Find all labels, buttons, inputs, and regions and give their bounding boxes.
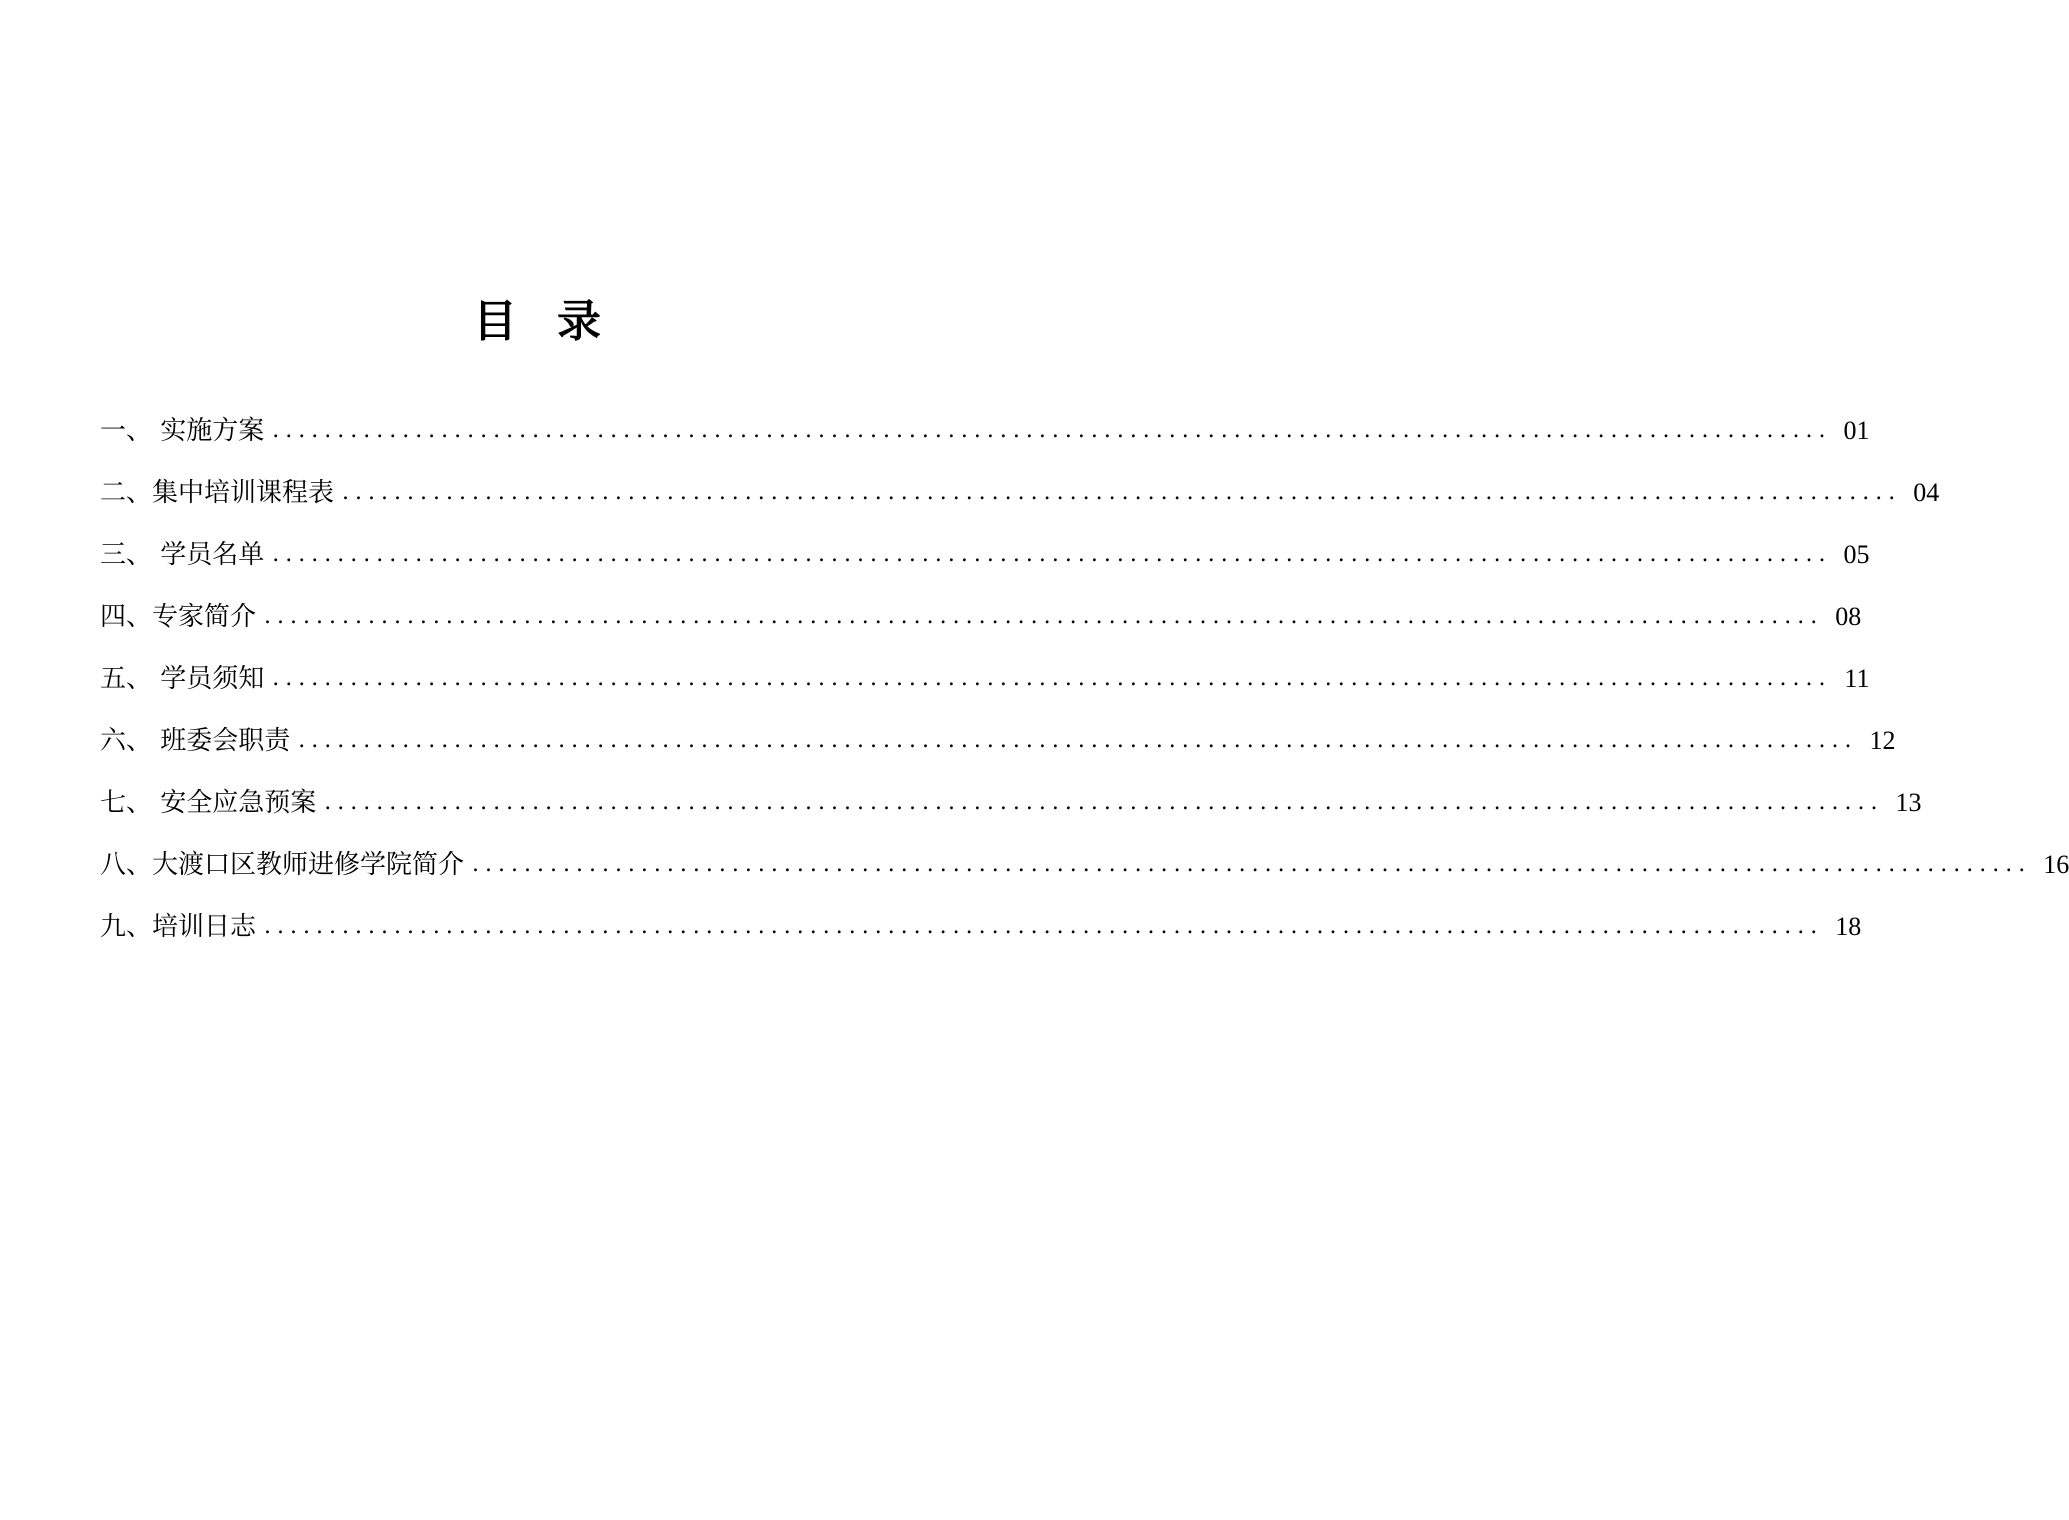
toc-entry-label: 七、 安全应急预案 [100,788,317,818]
toc-leader-dots: ........................................................................................................................ [264,914,1824,939]
toc-entry-page: 01 [1843,416,1870,445]
page-title-part1: 目 [473,296,517,347]
toc-leader-dots: ........................................................................................................................ [324,790,1884,815]
toc-entry-label: 六、 班委会职责 [100,726,291,756]
toc-entry[interactable] [100,648,1870,710]
toc-entry[interactable] [100,524,1870,586]
toc-entry-label: 四、专家简介 [100,602,257,632]
toc-entry-page: 18 [1835,912,1862,941]
toc-entry-page: 16 [2043,850,2069,879]
toc-entry[interactable] [100,586,1862,648]
toc-leader-dots: ........................................................................................................................ [264,604,1824,629]
toc-entry[interactable] [100,462,1940,524]
toc-entry-page: 12 [1869,726,1896,755]
toc-leader-dots: ........................................................................................................................ [298,728,1858,753]
toc-entry-page: 11 [1844,664,1870,693]
toc-entry-label: 八、大渡口区教师进修学院简介 [100,850,465,880]
toc-entry[interactable] [100,772,1922,834]
toc-leader-dots: ........................................................................................................................ [272,418,1832,443]
toc-entry-label: 九、培训日志 [100,912,257,942]
toc-entry-label: 三、 学员名单 [100,540,265,570]
toc-leader-dots: ........................................................................................................................ [342,480,1902,505]
toc-leader-dots: ........................................................................................................................ [472,852,2032,877]
toc-entry-page: 04 [1913,478,1940,507]
toc-entry-page: 08 [1835,602,1862,631]
page-title-part2: 录 [557,296,601,347]
toc-entry-page: 05 [1843,540,1870,569]
table-of-contents [100,400,2069,958]
toc-leader-dots: ........................................................................................................................ [272,666,1832,691]
toc-leader-dots: ........................................................................................................................ [272,542,1832,567]
toc-entry-label: 一、 实施方案 [100,416,265,446]
toc-entry[interactable] [100,834,2069,896]
page-title [0,292,1074,352]
toc-entry[interactable] [100,896,1862,958]
toc-entry-label: 五、 学员须知 [100,664,265,694]
toc-entry[interactable] [100,400,1870,462]
toc-entry-page: 13 [1895,788,1922,817]
toc-entry[interactable] [100,710,1896,772]
toc-entry-label: 二、集中培训课程表 [100,478,335,508]
